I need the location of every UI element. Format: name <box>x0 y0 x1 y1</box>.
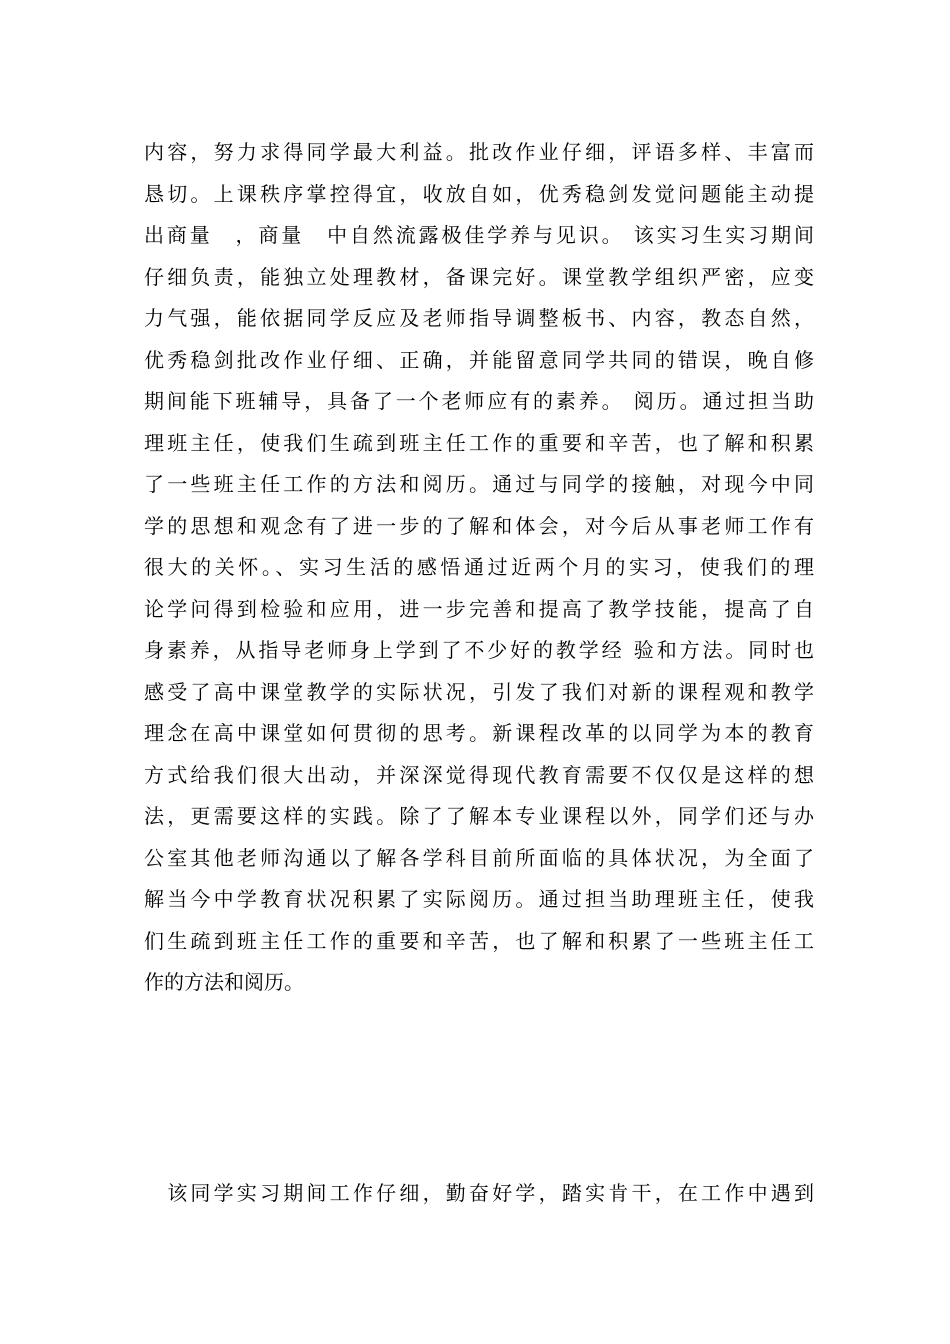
text-line: 公室其他老师沟通以了解各学科目前所面临的具体状况，为全面了 <box>144 845 814 870</box>
text-line: 该同学实习期间工作仔细，勤奋好学，踏实肯干，在工作中遇到 <box>144 1181 814 1205</box>
body-paragraph <box>144 132 814 1004</box>
text-line: 了一些班主任工作的方法和阅历。通过与同学的接触，对现今中同 <box>144 472 814 496</box>
text-line: 法，更需要这样的实践。除了了解本专业课程以外，同学们还与办 <box>144 804 814 828</box>
text-line: 出商量 ，商量 中自然流露极佳学养与见识。 该实习生实习期间 <box>144 223 814 247</box>
text-line: 论学问得到检验和应用，进一步完善和提高了教学技能，提高了自 <box>144 596 814 621</box>
text-line: 力气强，能依据同学反应及老师指导调整板书、内容，教态自然， <box>144 306 814 330</box>
text-line: 们生疏到班主任工作的重要和辛苦，也了解和积累了一些班主任工 <box>144 928 814 953</box>
text-line: 方式给我们很大出动，并深深觉得现代教育需要不仅仅是这样的想 <box>144 762 814 787</box>
text-line: 很大的关怀。、实习生活的感悟通过近两个月的实习，使我们的理 <box>144 555 814 579</box>
text-line: 优秀稳剑批改作业仔细、正确，并能留意同学共同的错误，晚自修 <box>144 347 814 372</box>
text-line: 身素养，从指导老师身上学到了不少好的教学经 验和方法。同时也 <box>144 638 814 662</box>
text-line: 理班主任，使我们生疏到班主任工作的重要和辛苦，也了解和积累 <box>144 430 814 455</box>
text-line: 仔细负责，能独立处理教材，备课完好。课堂教学组织严密，应变 <box>144 264 814 289</box>
text-line: 恳切。上课秩序掌控得宜，收放自如，优秀稳剑发觉问题能主动提 <box>144 181 814 206</box>
text-line: 解当今中学教育状况积累了实际阅历。通过担当助理班主任，使我 <box>144 887 814 911</box>
text-line: 期间能下班辅导，具备了一个老师应有的素养。 阅历。通过担当助 <box>144 389 814 413</box>
second-paragraph <box>144 1173 814 1215</box>
text-line: 作的方法和阅历。 <box>144 970 304 994</box>
text-line: 内容，努力求得同学最大利益。批改作业仔细，评语多样、丰富而 <box>144 140 814 164</box>
text-line: 理念在高中课堂如何贯彻的思考。新课程改革的以同学为本的教育 <box>144 721 814 745</box>
text-line: 感受了高中课堂教学的实际状况，引发了我们对新的课程观和教学 <box>144 679 814 704</box>
text-line: 学的思想和观念有了进一步的了解和体会，对今后从事老师工作有 <box>144 513 814 538</box>
